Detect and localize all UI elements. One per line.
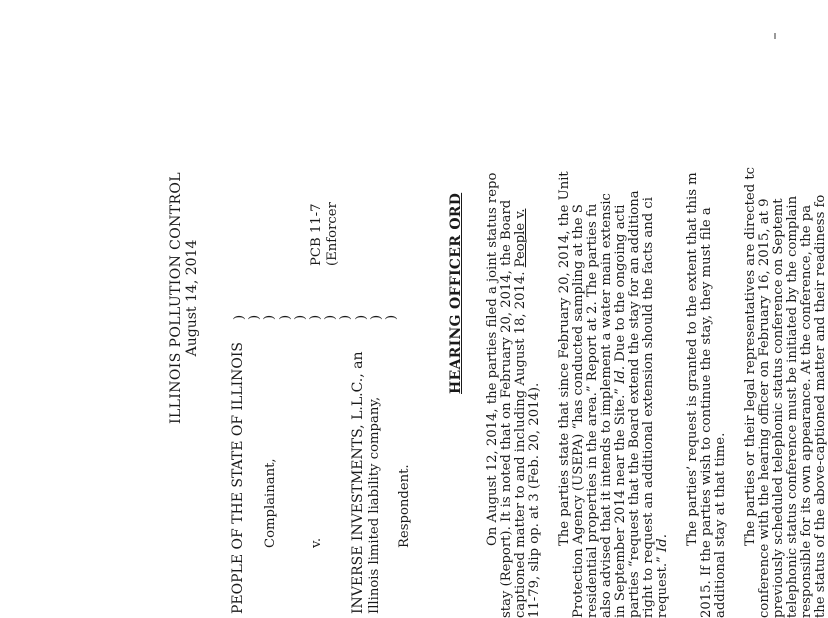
para3-line3: additional stay at that time. [713,432,728,618]
caption-defendant-line1: INVERSE INVESTMENTS, L.L.C., an [350,351,366,614]
para4-line4: telephonic status conference must be initiated by the complain [785,195,800,618]
case-type: (Enforcer [325,202,340,266]
para4-line5: responsible for its own appearance. At the conference, the pa [799,204,814,618]
citation-link: People v. [513,208,528,268]
para2-line5: in September 2014 near the Site.” Id. Due to the ongoing acti [613,204,628,618]
caption-respondent-role: Respondent. [397,464,412,548]
para2-line4: also advised that it intends to implement a water main extensic [599,193,614,618]
order-title: HEARING OFFICER ORD [448,192,464,394]
para2-line8: request.” Id. [655,534,670,618]
para4-line1: The parties or their legal representatives are directed tc [743,166,758,546]
para2-line7: right to request an additional extension should the facts and ci [641,197,656,618]
para1-line4: 11-79, slip op. at 3 (Feb. 20, 2014). [527,382,542,618]
order-date: August 14, 2014 [184,239,200,357]
caption-defendant-line2: Illinois limited liability company, [367,396,382,614]
caption-plaintiff: PEOPLE OF THE STATE OF ILLINOIS [230,341,246,614]
para1-line1: On August 12, 2014, the parties filed a joint status repo [485,172,500,546]
para4-line6: the status of the above-captioned matter and their readiness fo [813,194,828,618]
para2-line1: The parties state that since February 20, 2014, the Unit [557,171,572,546]
board-name: ILLINOIS POLLUTION CONTROL [168,171,184,425]
caption-complainant-role: Complainant, [263,458,278,548]
para2-line3: residential properties in the area.” Report at 2. The parties fu [585,203,600,618]
para3-line2: 2015. If the parties wish to continue the stay, they must file a [699,207,714,618]
scan-artifact-mark [774,33,776,39]
para1-line2: stay (Report). It is noted that on February 20, 2014, the Board [499,199,514,618]
para2-line2: Protection Agency (USEPA) “has conducted sampling at the S [571,204,586,618]
case-number: PCB 11-7 [309,203,324,266]
caption-brace-column: ) ) ) ) ) ) ) ) ) ) ) [232,314,400,320]
caption-versus: v. [309,537,324,548]
para3-line1: The parties’ request is granted to the extent that this m [685,172,700,546]
hearing-officer-order-page [160,58,828,618]
para4-line3: previously scheduled telephonic status conference on Septemt [771,198,786,618]
para4-line2: conference with the hearing officer on February 16, 2015, at 9 [757,198,772,618]
para2-line6: parties “request that the Board extend the stay for an additiona [627,190,642,618]
para1-line3: captioned matter to and including August 18, 2014. People v. [513,208,528,618]
